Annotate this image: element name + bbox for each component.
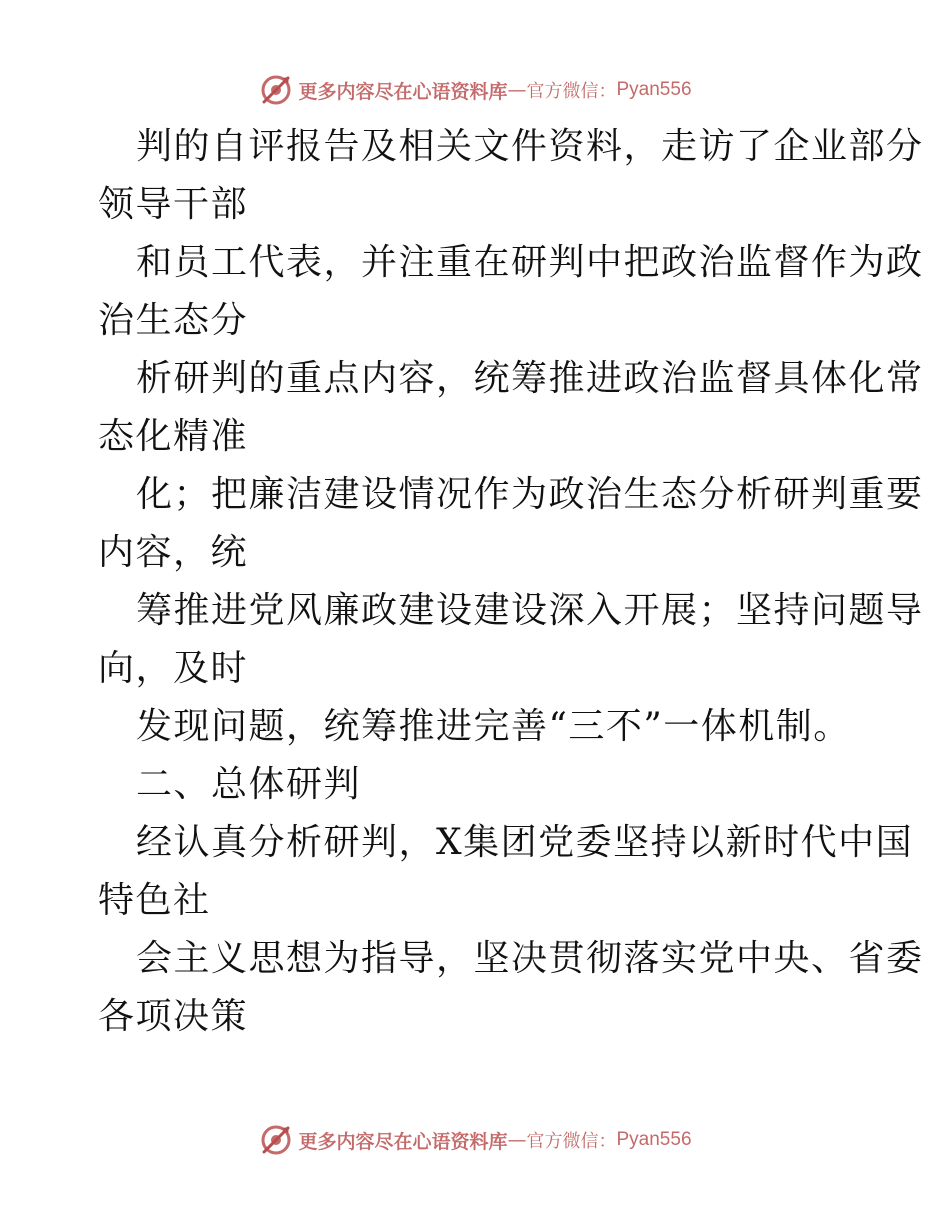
body-line-13: 经认真分析研判，X集团党委坚持以新时代中国 bbox=[136, 822, 914, 863]
header-brand-text: 更多内容尽在心语资料库 bbox=[298, 80, 508, 103]
body-line-1: 判的自评报告及相关文件资料，走访了企业部分 bbox=[136, 126, 924, 167]
header-dash: — bbox=[507, 79, 527, 101]
quill-logo-icon bbox=[258, 72, 294, 108]
body-line-8: 内容，统 bbox=[98, 532, 249, 573]
body-line-11: 发现问题，统筹推进完善“三不”一体机制。 bbox=[136, 706, 851, 747]
body-line-2: 领导干部 bbox=[98, 184, 249, 225]
section-heading: 二、总体研判 bbox=[136, 764, 362, 805]
header-watermark bbox=[0, 70, 950, 110]
body-line-14: 特色社 bbox=[98, 880, 211, 921]
body-line-9: 筹推进党风廉政建设建设深入开展；坚持问题导 bbox=[136, 590, 924, 631]
footer-watermark bbox=[0, 1120, 950, 1160]
quill-logo-icon bbox=[258, 1122, 294, 1158]
body-line-15: 会主义思想为指导，坚决贯彻落实党中央、省委 bbox=[136, 938, 924, 979]
footer-dash: — bbox=[507, 1129, 527, 1151]
body-line-3: 和员工代表，并注重在研判中把政治监督作为政 bbox=[136, 242, 924, 283]
body-line-16: 各项决策 bbox=[98, 996, 249, 1037]
body-line-7: 化；把廉洁建设情况作为政治生态分析研判重要 bbox=[136, 474, 924, 515]
body-line-4: 治生态分 bbox=[98, 300, 249, 341]
body-line-10: 向，及时 bbox=[98, 648, 249, 689]
document-body bbox=[98, 118, 924, 1046]
header-wechat-label: 官方微信： bbox=[526, 81, 617, 102]
body-line-5: 析研判的重点内容，统筹推进政治监督具体化常 bbox=[136, 358, 924, 399]
footer-brand-text: 更多内容尽在心语资料库 bbox=[298, 1130, 508, 1153]
body-line-6: 态化精准 bbox=[98, 416, 249, 457]
footer-wechat-id: Pyan556 bbox=[616, 1129, 692, 1150]
header-wechat-id: Pyan556 bbox=[616, 79, 692, 100]
footer-wechat-label: 官方微信： bbox=[526, 1131, 617, 1152]
